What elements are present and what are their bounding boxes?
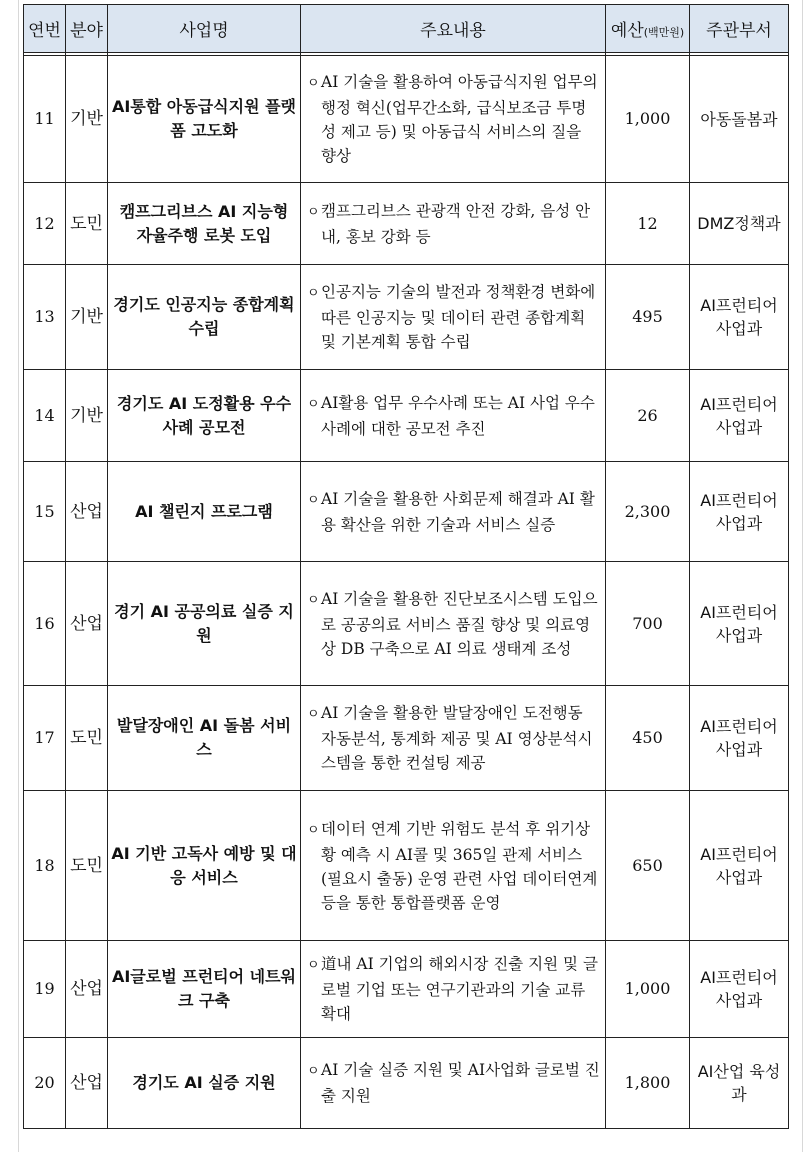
header-name: 사업명 xyxy=(108,5,301,53)
table-row xyxy=(24,686,789,791)
row-number: 17 xyxy=(24,686,66,791)
header-no: 연번 xyxy=(24,5,66,53)
row-number: 15 xyxy=(24,462,66,562)
table-header xyxy=(24,5,789,56)
row-number: 13 xyxy=(24,265,66,370)
bullet-icon: ㅇ xyxy=(307,492,320,508)
content-text: 道내 AI 기업의 해외시장 진출 지원 및 글로벌 기업 또는 연구기관과의 기술 교류 확대 xyxy=(321,955,598,1023)
row-field: 기반 xyxy=(66,370,108,462)
row-budget: 495 xyxy=(606,265,690,370)
header-budget xyxy=(606,5,690,53)
content-text: 데이터 연계 기반 위험도 분석 후 위기상황 예측 시 AI콜 및 365일 관제 서비스(필요시 출동) 운영 관련 사업 데이터연계 등을 통한 통합플랫폼 운영 xyxy=(321,819,598,912)
row-content xyxy=(301,183,606,265)
row-content xyxy=(301,1038,606,1129)
content-text: AI 기술을 활용한 진단보조시스템 도입으로 공공의료 서비스 품질 향상 및 의료영상 DB 구축으로 AI 의료 생태계 조성 xyxy=(321,589,598,658)
row-project-name: 경기도 AI 도정활용 우수사례 공모전 xyxy=(108,370,301,462)
page-right-rule xyxy=(802,0,803,1152)
row-content xyxy=(301,370,606,462)
bullet-icon: ㅇ xyxy=(307,286,320,301)
table-row xyxy=(24,370,789,462)
header-field: 분야 xyxy=(66,5,108,53)
content-text: AI 기술을 활용한 발달장애인 도전행동 자동분석, 통계화 제공 및 AI 영상분석시스템을 통한 컨설팅 제공 xyxy=(321,704,593,772)
row-content xyxy=(301,686,606,791)
row-department: AI프런티어 사업과 xyxy=(690,370,789,462)
bullet-icon: ㅇ xyxy=(307,204,320,220)
row-field: 산업 xyxy=(66,941,108,1038)
row-budget: 2,300 xyxy=(606,462,690,562)
row-content xyxy=(301,791,606,941)
table-row xyxy=(24,562,789,686)
bullet-icon: ㅇ xyxy=(307,1064,320,1079)
project-table xyxy=(23,4,789,1129)
row-budget: 650 xyxy=(606,791,690,941)
row-number: 14 xyxy=(24,370,66,462)
header-budget-unit: (백만원) xyxy=(643,26,685,39)
row-department: 아동돌봄과 xyxy=(690,56,789,183)
row-budget: 12 xyxy=(606,183,690,265)
row-content xyxy=(301,941,606,1038)
row-field: 기반 xyxy=(66,56,108,183)
row-department: AI프런티어 사업과 xyxy=(690,462,789,562)
content-text: AI 기술 실증 지원 및 AI사업화 글로벌 진출 지원 xyxy=(321,1061,600,1105)
page-left-rule xyxy=(18,0,19,1152)
row-department: AI프런티어 사업과 xyxy=(690,941,789,1038)
row-project-name: 캠프그리브스 AI 지능형 자율주행 로봇 도입 xyxy=(108,183,301,265)
row-field: 도민 xyxy=(66,791,108,941)
table-row xyxy=(24,791,789,941)
row-project-name: AI 기반 고독사 예방 및 대응 서비스 xyxy=(108,791,301,941)
row-number: 12 xyxy=(24,183,66,265)
row-content xyxy=(301,462,606,562)
row-project-name: AI통합 아동급식지원 플랫폼 고도화 xyxy=(108,56,301,183)
row-department: AI산업 육성과 xyxy=(690,1038,789,1129)
row-project-name: 경기도 AI 실증 지원 xyxy=(108,1038,301,1129)
row-number: 20 xyxy=(24,1038,66,1129)
table-row xyxy=(24,265,789,370)
bullet-icon: ㅇ xyxy=(307,958,320,973)
row-project-name: 경기 AI 공공의료 실증 지원 xyxy=(108,562,301,686)
row-field: 산업 xyxy=(66,462,108,562)
row-project-name: 경기도 인공지능 종합계획 수립 xyxy=(108,265,301,370)
row-field: 산업 xyxy=(66,562,108,686)
row-number: 18 xyxy=(24,791,66,941)
table-row xyxy=(24,183,789,265)
table-body xyxy=(24,56,789,1129)
bullet-icon: ㅇ xyxy=(307,822,320,838)
bullet-icon: ㅇ xyxy=(307,592,320,608)
row-number: 19 xyxy=(24,941,66,1038)
row-field: 도민 xyxy=(66,183,108,265)
row-field: 기반 xyxy=(66,265,108,370)
header-dept: 주관부서 xyxy=(690,5,789,53)
row-project-name: AI 챌린지 프로그램 xyxy=(108,462,301,562)
row-number: 11 xyxy=(24,56,66,183)
row-department: AI프런티어 사업과 xyxy=(690,265,789,370)
content-text: 캠프그리브스 관광객 안전 강화, 음성 안내, 홍보 강화 등 xyxy=(321,201,591,246)
table-row xyxy=(24,941,789,1038)
row-department: AI프런티어 사업과 xyxy=(690,791,789,941)
content-text: AI활용 업무 우수사례 또는 AI 사업 우수사례에 대한 공모전 추진 xyxy=(321,393,595,438)
row-budget: 450 xyxy=(606,686,690,791)
content-text: 인공지능 기술의 발전과 정책환경 변화에 따른 인공지능 및 데이터 관련 종합계획 및 기본계획 통합 수립 xyxy=(321,283,596,351)
header-budget-label: 예산 xyxy=(610,21,644,41)
table-row xyxy=(24,462,789,562)
row-budget: 1,000 xyxy=(606,941,690,1038)
row-number: 16 xyxy=(24,562,66,686)
row-department: DMZ정책과 xyxy=(690,183,789,265)
bullet-icon: ㅇ xyxy=(307,707,320,722)
row-project-name: 발달장애인 AI 돌봄 서비스 xyxy=(108,686,301,791)
row-content xyxy=(301,56,606,183)
row-content xyxy=(301,265,606,370)
row-content xyxy=(301,562,606,686)
bullet-icon: ㅇ xyxy=(307,76,320,91)
bullet-icon: ㅇ xyxy=(307,396,320,412)
row-project-name: AI글로벌 프런티어 네트워크 구축 xyxy=(108,941,301,1038)
row-field: 도민 xyxy=(66,686,108,791)
row-department: AI프런티어 사업과 xyxy=(690,562,789,686)
row-budget: 1,000 xyxy=(606,56,690,183)
table-row xyxy=(24,1038,789,1129)
table-row xyxy=(24,56,789,183)
row-department: AI프런티어 사업과 xyxy=(690,686,789,791)
content-text: AI 기술을 활용한 사회문제 해결과 AI 활용 확산을 위한 기술과 서비스 실증 xyxy=(321,489,595,534)
content-text: AI 기술을 활용하여 아동급식지원 업무의 행정 혁신(업무간소화, 급식보조금 투명성 제고 등) 및 아동급식 서비스의 질을 향상 xyxy=(321,73,598,165)
row-budget: 700 xyxy=(606,562,690,686)
header-content: 주요내용 xyxy=(301,5,606,53)
row-field: 산업 xyxy=(66,1038,108,1129)
row-budget: 1,800 xyxy=(606,1038,690,1129)
row-budget: 26 xyxy=(606,370,690,462)
